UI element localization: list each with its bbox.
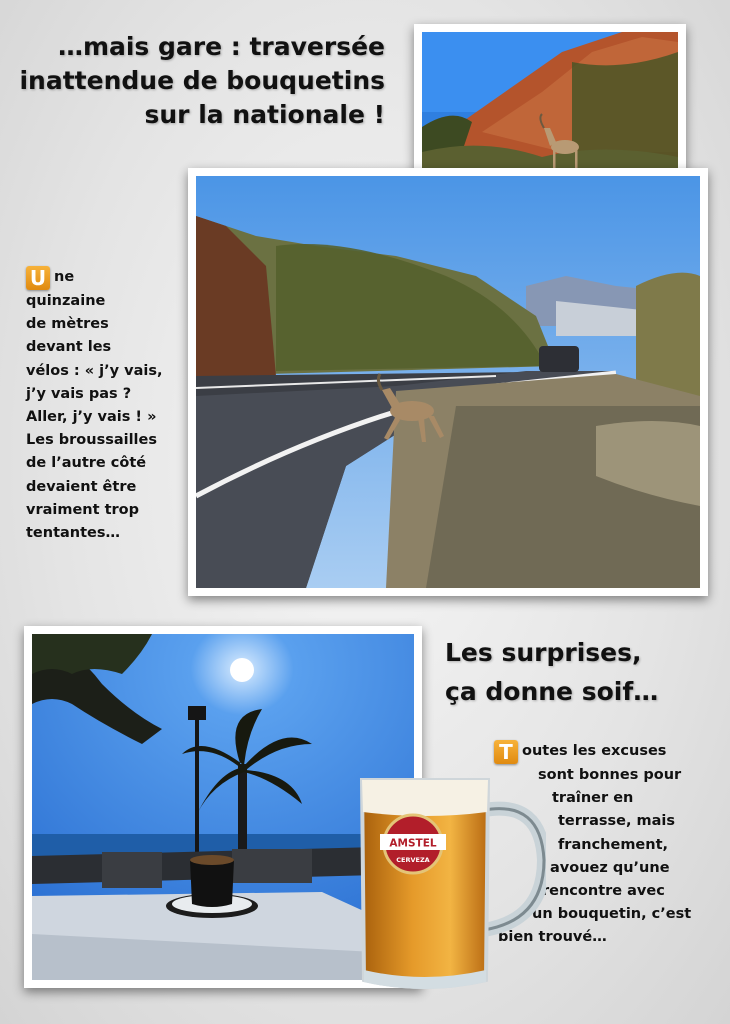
headline-top-line: inattendue de bouquetins (19, 65, 385, 95)
beer-brand: AMSTEL (389, 837, 437, 850)
story-1-line: devant les (26, 339, 112, 356)
headline-top-line: …mais gare : traversée (57, 32, 385, 61)
story-2-line: sont bonnes pour (538, 767, 682, 783)
story-1-line: de mètres (26, 316, 109, 333)
story-2-line: un bouquetin, c’est (532, 906, 692, 923)
story-1-line: Les broussailles (26, 432, 157, 449)
story-2-line: rencontre avec (542, 882, 665, 899)
story-1-line: devaient être (26, 478, 137, 495)
story-text-1 (26, 266, 176, 545)
story-2-line: outes les excuses (522, 743, 667, 759)
story-2-line: avouez qu’une (550, 859, 670, 876)
story-1-line: ne (54, 269, 75, 285)
story-1-line: tentantes… (26, 524, 121, 541)
story-1-line: de l’autre côté (26, 455, 147, 472)
sun-icon (230, 658, 254, 682)
story-1-line: j’y vais pas ? (26, 385, 132, 402)
headline-top-line: sur la nationale ! (144, 99, 385, 129)
headline-bottom-line: Les surprises, (445, 638, 642, 667)
beer-mug (356, 770, 546, 1000)
story-1-line: vraiment trop (26, 501, 140, 518)
story-2-line: terrasse, mais (558, 813, 675, 830)
story-2-line: franchement, (558, 836, 669, 853)
drop-cap-t: T (494, 740, 518, 764)
story-1-line: quinzaine (26, 293, 106, 309)
photo-road-ibex (188, 168, 708, 596)
beer-sub: CERVEZA (396, 856, 430, 864)
beer-mug-icon (356, 770, 546, 1000)
story-1-line: Aller, j’y vais ! » (26, 408, 157, 425)
lamp-post-icon (195, 714, 199, 874)
drop-cap-u: U (26, 266, 50, 290)
headline-bottom (445, 634, 658, 712)
road-ibex-image (196, 176, 700, 588)
story-2-line: bien trouvé… (498, 929, 607, 946)
headline-top (19, 30, 385, 131)
car-icon (539, 346, 579, 372)
story-2-line: traîner en (552, 790, 634, 807)
story-1-line: vélos : « j’y vais, (26, 362, 163, 379)
headline-bottom-line: ça donne soif… (445, 676, 659, 706)
